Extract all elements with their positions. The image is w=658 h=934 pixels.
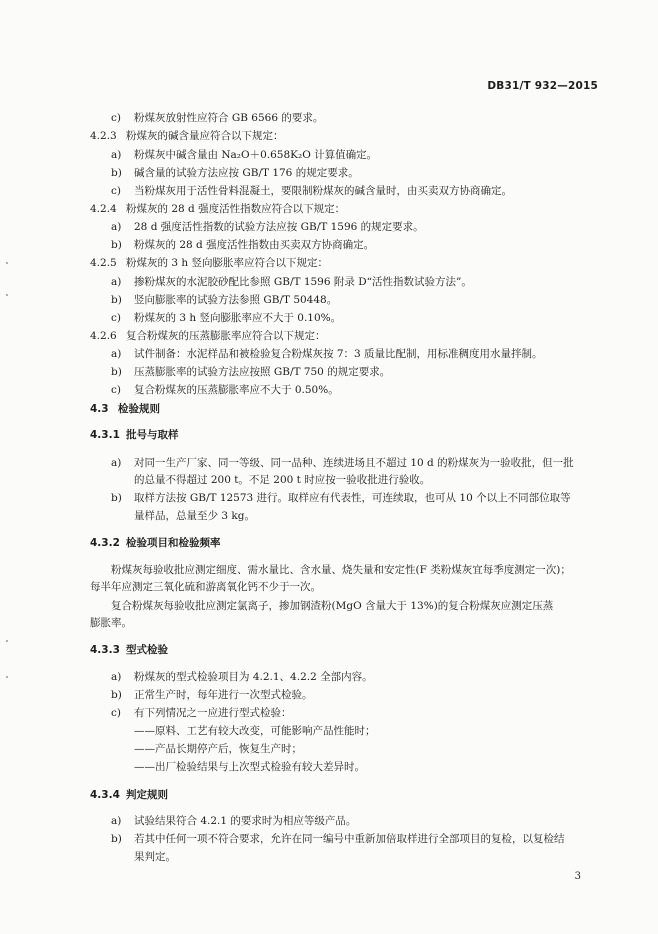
list-marker: c)	[111, 312, 121, 324]
clause-heading: 粉煤灰的碱含量应符合以下规定：	[126, 130, 284, 142]
paragraph-line: 膨胀率。	[90, 617, 132, 629]
list-item-text: 掺粉煤灰的水泥胶砂配比参照 GB/T 1596 附录 D“活性指数试验方法”。	[134, 276, 472, 288]
clause-heading: 复合粉煤灰的压蒸膨胀率应符合以下规定：	[126, 330, 326, 342]
list-marker: a)	[111, 276, 122, 288]
section-number-4-3: 4.3	[90, 403, 109, 415]
list-item-text: 28 d 强度活性指数的试验方法应按 GB/T 1596 的规定要求。	[134, 221, 424, 233]
list-marker: a)	[111, 221, 122, 233]
paragraph-line: 果判定。	[134, 851, 176, 863]
clause-title-4-3-2: 检验项目和检验频率	[126, 537, 221, 549]
list-item-text: 粉煤灰的 28 d 强度活性指数由买卖双方协商确定。	[134, 239, 375, 251]
list-marker: b)	[111, 833, 122, 845]
clause-number-4-3-1: 4.3.1	[90, 429, 120, 441]
list-marker: a)	[111, 457, 122, 469]
list-marker: c)	[111, 707, 121, 719]
scan-speck	[6, 640, 8, 642]
clause-number-4-3-2: 4.3.2	[90, 537, 120, 549]
scan-speck	[6, 262, 8, 264]
dash-item: ——产品长期停产后，恢复生产时；	[134, 743, 302, 755]
paragraph-line: 复合粉煤灰每验收批应测定氯离子，掺加钢渣粉(MgO 含量大于 13%)的复合粉煤灰应测定压蒸	[111, 600, 554, 612]
list-marker: b)	[111, 492, 122, 504]
list-marker: c)	[111, 185, 121, 197]
list-marker: b)	[111, 294, 122, 306]
list-item-text: 当粉煤灰用于活性骨料混凝土，要限制粉煤灰的碱含量时，由买卖双方协商确定。	[134, 185, 512, 197]
clause-number: 4.2.5	[90, 257, 117, 269]
list-item-text: 粉煤灰放射性应符合 GB 6566 的要求。	[134, 112, 324, 124]
document-code: DB31/T 932—2015	[487, 80, 598, 92]
scan-speck	[6, 676, 8, 678]
paragraph-line: 取样方法按 GB/T 12573 进行。取样应有代表性，可连续取，也可从 10 个以上不同部位取等	[134, 492, 571, 504]
list-marker: a)	[111, 815, 122, 827]
paragraph-line: 对同一生产厂家、同一等级、同一品种、连续进场且不超过 10 d 的粉煤灰为一验收批，但一批	[134, 457, 574, 469]
clause-number: 4.2.4	[90, 203, 117, 215]
clause-heading: 粉煤灰的 3 h 竖向膨胀率应符合以下规定：	[126, 257, 328, 269]
section-title-4-3: 检验规则	[118, 403, 160, 415]
list-item-text: 粉煤灰的 3 h 竖向膨胀率应不大于 0.10%。	[134, 312, 342, 324]
clause-heading: 粉煤灰的 28 d 强度活性指数应符合以下规定：	[126, 203, 346, 215]
list-item-text: 有下列情况之一应进行型式检验：	[134, 707, 292, 719]
clause-title-4-3-4: 判定规则	[126, 789, 168, 801]
clause-number: 4.2.3	[90, 130, 117, 142]
clause-number-4-3-4: 4.3.4	[90, 789, 120, 801]
list-item-text: 粉煤灰中碱含量由 Na₂O＋0.658K₂O 计算值确定。	[134, 149, 378, 161]
list-item-text: 正常生产时，每年进行一次型式检验。	[134, 689, 313, 701]
list-item-text: 碱含量的试验方法应按 GB/T 176 的规定要求。	[134, 167, 359, 179]
list-item-text: 复合粉煤灰的压蒸膨胀率应不大于 0.50%。	[134, 384, 339, 396]
page-number: 3	[574, 871, 581, 882]
paragraph-line: 的总量不得超过 200 t。不足 200 t 时应按一验收批进行验收。	[134, 474, 431, 486]
list-marker: b)	[111, 167, 122, 179]
list-item-text: 试件制备：水泥样品和被检验复合粉煤灰按 7：3 质量比配制，用标准稠度用水量拌制。	[134, 348, 543, 360]
clause-title-4-3-3: 型式检验	[126, 644, 168, 656]
clause-number: 4.2.6	[90, 330, 117, 342]
list-marker: b)	[111, 689, 122, 701]
scan-speck	[6, 294, 8, 296]
list-marker: b)	[111, 239, 122, 251]
list-marker: a)	[111, 149, 122, 161]
clause-number-4-3-3: 4.3.3	[90, 644, 120, 656]
list-marker: c)	[111, 384, 121, 396]
dash-item: ——原料、工艺有较大改变，可能影响产品性能时；	[134, 725, 376, 737]
clause-title-4-3-1: 批号与取样	[126, 429, 179, 441]
list-item-text: 试验结果符合 4.2.1 的要求时为相应等级产品。	[134, 815, 357, 827]
list-item-text: 粉煤灰的型式检验项目为 4.2.1、4.2.2 全部内容。	[134, 671, 373, 683]
list-marker: a)	[111, 348, 122, 360]
list-item-text: 竖向膨胀率的试验方法参照 GB/T 50448。	[134, 294, 338, 306]
paragraph-line: 量样品，总量至少 3 kg。	[134, 510, 255, 522]
paragraph-line: 每半年应测定三氧化硫和游离氧化钙不少于一次。	[90, 581, 321, 593]
list-marker: b)	[111, 366, 122, 378]
paragraph-line: 若其中任何一项不符合要求，允许在同一编号中重新加倍取样进行全部项目的复检，以复检结	[134, 833, 565, 845]
list-item-text: 压蒸膨胀率的试验方法应按照 GB/T 750 的规定要求。	[134, 366, 391, 378]
list-marker: c)	[111, 112, 121, 124]
paragraph-line: 粉煤灰每验收批应测定细度、需水量比、含水量、烧失量和安定性(F 类粉煤灰宜每季度测定一次)；	[111, 564, 571, 576]
dash-item: ——出厂检验结果与上次型式检验有较大差异时。	[134, 761, 365, 773]
list-marker: a)	[111, 671, 122, 683]
